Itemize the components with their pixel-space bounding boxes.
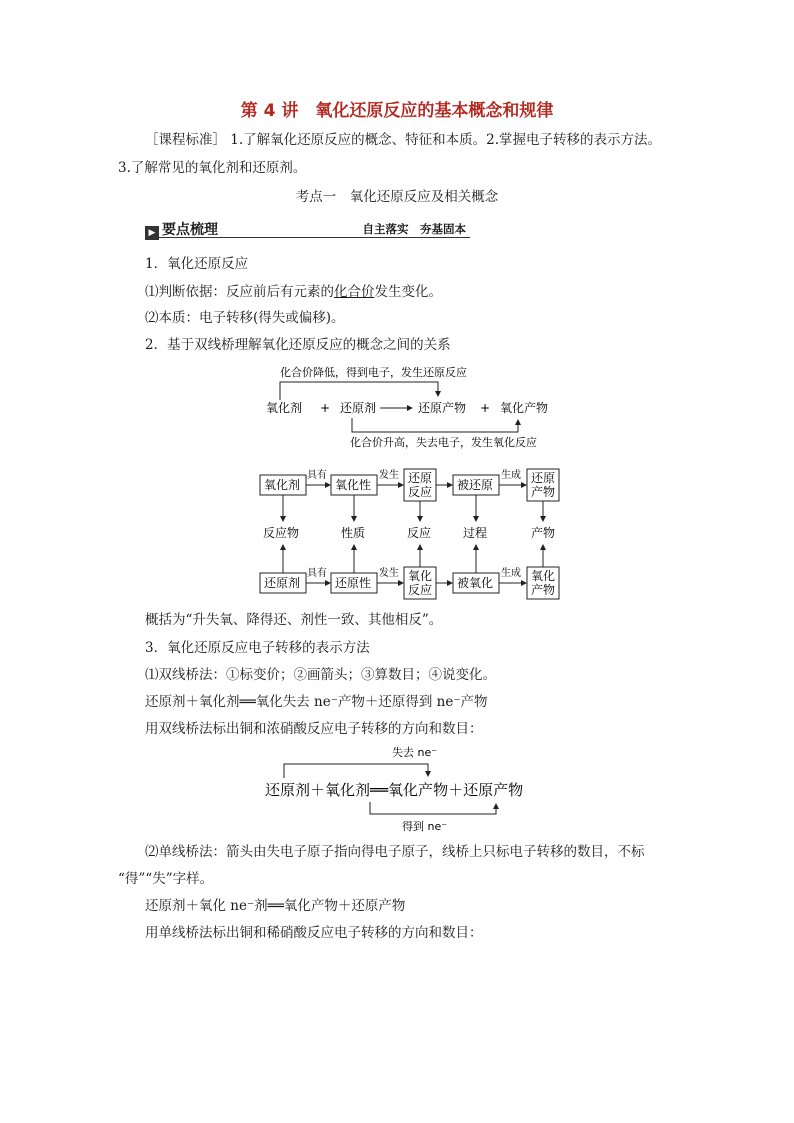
bridge-term-plus-1: + xyxy=(320,401,331,415)
page-title: 第 4 讲 氧化还原反应的基本概念和规律 xyxy=(240,101,554,121)
summary-line: 概括为“升失氧、降得还、剂性一致、其他相反”。 xyxy=(145,612,443,628)
task-1: 用双线桥法标出铜和浓硝酸反应电子转移的方向和数目： xyxy=(145,721,483,737)
topic-heading: 考点一 氧化还原反应及相关概念 xyxy=(295,189,499,205)
flow-bottom-edge-label-3: 生成 xyxy=(501,568,521,579)
flow-bottom-product: 产物 xyxy=(531,583,556,597)
flow-top-edge-label-3: 生成 xyxy=(501,470,521,481)
keyword-valence: 化合价 xyxy=(334,284,375,300)
flow-bottom-oxidation-2: 氧化 xyxy=(531,569,556,583)
flow-bottom-oxidized: 被氧化 xyxy=(457,576,494,590)
flow-top-edge-label-2: 发生 xyxy=(379,470,399,481)
bridge-top-arrow xyxy=(280,382,438,400)
section-bar xyxy=(145,219,470,238)
flow-top-reaction-1: 反应 xyxy=(408,485,433,499)
example-bottom-label: 得到 ne⁻ xyxy=(402,820,448,833)
flow-top-reduction-1: 还原 xyxy=(408,471,433,485)
item3-b-line1: ⑵单线桥法：箭头由失电子原子指向得电子原子，线桥上只标电子转移的数目，不标 xyxy=(145,844,645,860)
example-bottom-arrow xyxy=(370,802,496,814)
item1-a: ⑴判断依据：反应前后有元素的化合价发生变化。 xyxy=(145,284,442,300)
section-subtitle: 自主落实 夯基固本 xyxy=(362,222,466,236)
flow-top-oxidizing-property: 氧化性 xyxy=(335,478,372,492)
flow-top-edge-label-1: 具有 xyxy=(307,470,327,481)
flow-bottom-oxidation-1: 氧化 xyxy=(408,569,433,583)
flow-top-product: 产物 xyxy=(531,485,556,499)
flow-bottom-reducing-property: 还原性 xyxy=(335,576,372,590)
bridge-top-label: 化合价降低，得到电子，发生还原反应 xyxy=(280,366,467,379)
flow-top-oxidant: 氧化剂 xyxy=(264,478,301,492)
task-2: 用单线桥法标出铜和稀硝酸反应电子转移的方向和数目： xyxy=(145,925,483,941)
flow-mid-property: 性质 xyxy=(341,526,366,540)
concept-flow-diagram xyxy=(255,465,565,600)
bridge-bottom-arrow xyxy=(352,418,518,432)
flow-mid-reaction: 反应 xyxy=(407,526,432,540)
equation-1: 还原剂＋氧化剂══氧化失去 ne⁻产物＋还原得到 ne⁻产物 xyxy=(145,694,488,710)
item3-a: ⑴双线桥法：①标变价；②画箭头；③算数目；④说变化。 xyxy=(145,667,496,683)
flow-mid-process: 过程 xyxy=(463,526,488,540)
equation-2: 还原剂＋氧化 ne⁻剂══氧化产物＋还原产物 xyxy=(145,898,406,914)
flow-bottom-reaction-1: 反应 xyxy=(408,583,433,597)
flow-bottom-edge-label-1: 具有 xyxy=(307,568,327,579)
bridge-term-oxidant: 氧化剂 xyxy=(266,401,303,415)
double-bridge-example xyxy=(260,742,560,834)
item3-b-line2: “得”“失”字样。 xyxy=(118,871,214,887)
item3-heading: 3．氧化还原反应电子转移的表示方法 xyxy=(145,640,370,656)
flow-bottom-edge-label-2: 发生 xyxy=(379,568,399,579)
example-equation: 还原剂＋氧化剂══氧化产物＋还原产物 xyxy=(265,781,524,799)
item2-heading: 2．基于双线桥理解氧化还原反应的概念之间的关系 xyxy=(145,337,451,353)
bridge-term-oxidation-product: 氧化产物 xyxy=(500,401,549,415)
section-tag: ▶ 要点梳理 xyxy=(145,219,218,240)
example-top-arrow xyxy=(284,764,428,778)
bridge-term-plus-2: + xyxy=(480,401,491,415)
bridge-term-reduction-product: 还原产物 xyxy=(418,401,467,415)
flow-mid-reactant: 反应物 xyxy=(263,526,300,540)
flow-top-reduction-2: 还原 xyxy=(531,471,556,485)
bridge-diagram xyxy=(260,360,560,460)
play-triangle-icon: ▶ xyxy=(145,226,159,240)
item1-b: ⑵本质：电子转移(得失或偏移)。 xyxy=(145,310,345,326)
item1-heading: 1．氧化还原反应 xyxy=(145,256,249,272)
bridge-bottom-label: 化合价升高，失去电子，发生氧化反应 xyxy=(350,436,537,449)
flow-top-reduced: 被还原 xyxy=(457,478,494,492)
example-top-label: 失去 ne⁻ xyxy=(392,746,438,759)
flow-bottom-reductant: 还原剂 xyxy=(264,576,301,590)
curriculum-line-1: ［课程标准］ 1.了解氧化还原反应的概念、特征和本质。2.掌握电子转移的表示方法。 xyxy=(145,132,662,148)
curriculum-line-2: 3.了解常见的氧化剂和还原剂。 xyxy=(118,160,307,176)
bridge-term-reductant: 还原剂 xyxy=(340,401,377,415)
flow-mid-product: 产物 xyxy=(531,526,556,540)
